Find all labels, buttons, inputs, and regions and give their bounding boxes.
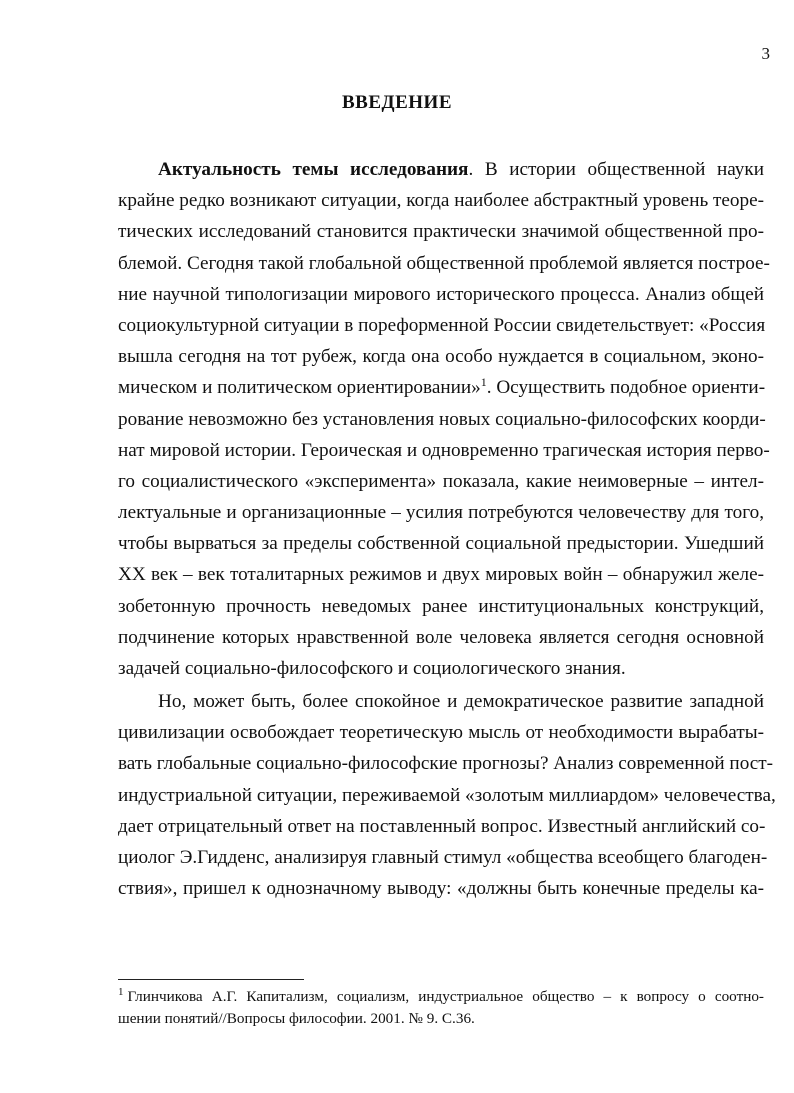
text-line: социокультурной ситуации в пореформенной России свидетельствует: «Россия [118, 314, 766, 336]
text-line: нат мировой истории. Героическая и одновременно трагическая история перво- [118, 439, 770, 461]
footnote-line: шении понятий//Вопросы философии. 2001. № 9. С.36. [118, 1010, 475, 1027]
text-line: ствия», пришел к однозначному выводу: «должны быть конечные пределы ка- [118, 878, 764, 900]
relevance-heading: Актуальность темы исследования [158, 159, 469, 180]
text-line: лектуальные и организационные – усилия потребуются человечеству для того, [118, 502, 764, 524]
text-line: зобетонную прочность неведомых ранее институциональных конструкций, [118, 595, 764, 617]
text-line: ние научной типологизации мирового исторического процесса. Анализ общей [118, 283, 764, 305]
section-title: ВВЕДЕНИЕ [342, 92, 452, 113]
text-line: го социалистического «эксперимента» показала, какие неимоверные – интел- [118, 470, 764, 492]
text-line: задачей социально-философского и социологического знания. [118, 658, 626, 679]
text-line: чтобы вырваться за пределы собственной социальной предыстории. Ушедший [118, 533, 764, 555]
footnote [118, 986, 764, 1030]
line-text: . В истории общественной науки [468, 159, 764, 180]
text-line [118, 372, 764, 403]
footnote-line [118, 986, 764, 1008]
text-line: вать глобальные социально-философские прогнозы? Анализ современной пост- [118, 753, 774, 775]
page-number: 3 [761, 44, 770, 63]
text-line: цивилизации освобождает теоретическую мысль от необходимости вырабаты- [118, 722, 764, 744]
text-line: подчинение которых нравственной воле человека является сегодня основной [118, 626, 764, 648]
text-line: блемой. Сегодня такой глобальной общественной проблемой является построе- [118, 252, 770, 274]
paragraph-postindustrial [118, 686, 776, 904]
text-line [118, 154, 764, 185]
text-line: крайне редко возникают ситуации, когда наиболее абстрактный уровень теоре- [118, 190, 765, 212]
text-line: дает отрицательный ответ на поставленный вопрос. Известный английский со- [118, 815, 766, 837]
line-text: . Осуществить подобное ориенти- [486, 377, 766, 399]
text-line: тических исследований становится практически значимой общественной про- [118, 221, 764, 243]
footnote-number: 1 [118, 986, 124, 998]
text-line: рование невозможно без установления новых социально-философских коорди- [118, 408, 766, 430]
text-line: Но, может быть, более спокойное и демократическое развитие западной [158, 691, 764, 712]
footnote-text: Глинчикова А.Г. Капитализм, социализм, индустриальное общество – к вопросу о соотно- [127, 988, 764, 1005]
paragraph-relevance [118, 154, 770, 684]
line-text: мическом и политическом ориентировании» [118, 377, 481, 399]
footnote-reference[interactable]: 1 [480, 375, 487, 390]
text-line: индустриальной ситуации, переживаемой «золотым миллиардом» человечества, [118, 784, 776, 806]
footnote-divider [118, 979, 304, 980]
text-line: вышла сегодня на тот рубеж, когда она особо нуждается в социальном, эконо- [118, 346, 764, 368]
text-line: циолог Э.Гидденс, анализируя главный стимул «общества всеобщего благоден- [118, 846, 768, 868]
text-line: XX век – век тоталитарных режимов и двух мировых войн – обнаружил желе- [118, 564, 764, 586]
